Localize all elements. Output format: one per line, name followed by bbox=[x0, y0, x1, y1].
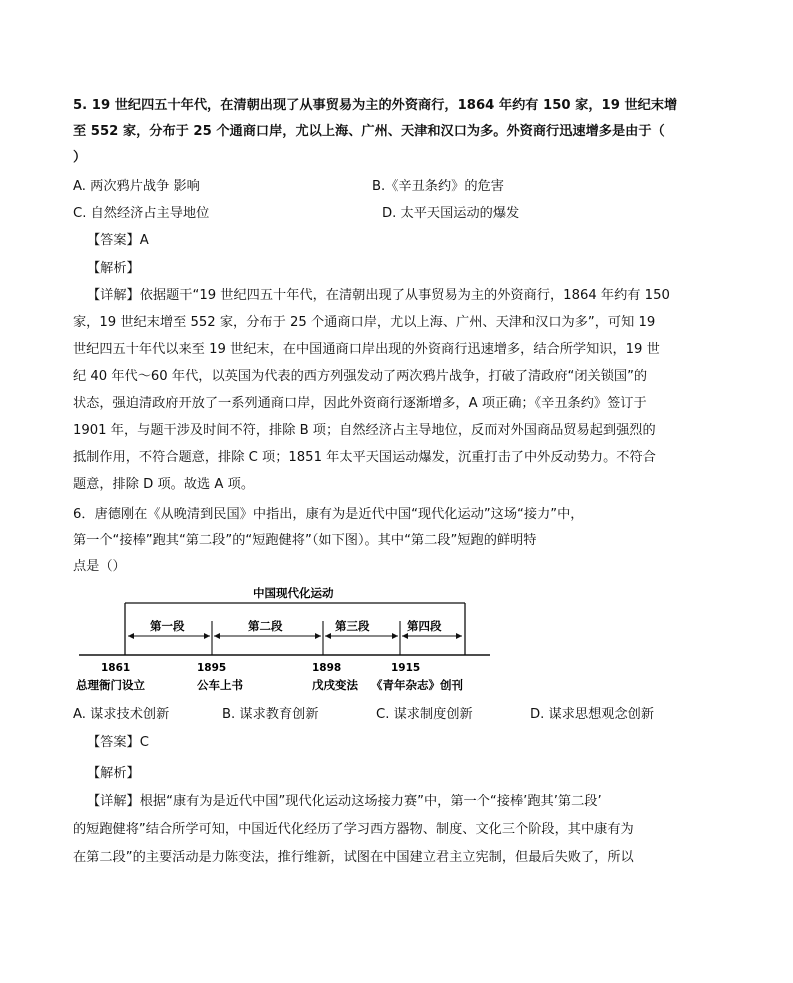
q6-stem-line-3: 点是（） bbox=[73, 559, 126, 574]
q6-option-a: A. 谋求技术创新 bbox=[73, 707, 170, 722]
year-label-1895: 1895 bbox=[197, 662, 227, 674]
q5-option-b: B.《辛丑条约》的危害 bbox=[372, 179, 504, 194]
q6-analysis-label: 【解析】 bbox=[87, 766, 140, 781]
q5-analysis-label: 【解析】 bbox=[87, 261, 140, 276]
q6-stem-line-1: 6．唐德刚在《从晚清到民国》中指出，康有为是近代中国“现代化运动”这场“接力”中， bbox=[73, 507, 584, 522]
segment-label-2: 第二段 bbox=[248, 619, 283, 633]
event-label: 公车上书 bbox=[197, 678, 243, 692]
segment-label-3: 第三段 bbox=[335, 619, 370, 633]
q5-answer: 【答案】A bbox=[87, 233, 149, 248]
event-label: 《青年杂志》创刊 bbox=[371, 678, 463, 692]
q5-stem-line-1: 5. 19 世纪四五十年代，在清朝出现了从事贸易为主的外资商行，1864 年约有 150 家，19 世纪末增 bbox=[73, 98, 678, 113]
event-label: 戊戌变法 bbox=[312, 678, 358, 692]
year-label-1915: 1915 bbox=[391, 662, 421, 674]
segment-label-4: 第四段 bbox=[407, 619, 442, 633]
segment-label-1: 第一段 bbox=[150, 619, 185, 633]
q6-stem-line-2: 第一个“接棒”跑其“第二段”的“短跑健将”（如下图）。其中“第二段”短跑的鲜明特 bbox=[73, 533, 537, 548]
q5-stem-line-3: ） bbox=[73, 150, 87, 165]
q5-option-a: A. 两次鸦片战争 影响 bbox=[73, 179, 200, 194]
q5-option-d: D. 太平天国运动的爆发 bbox=[382, 206, 520, 221]
q6-option-d: D. 谋求思想观念创新 bbox=[530, 707, 655, 722]
modernization-timeline bbox=[73, 583, 498, 693]
year-label-1898: 1898 bbox=[312, 662, 342, 674]
q5-detail-line: 纪 40 年代～60 年代，以英国为代表的西方列强发动了两次鸦片战争，打破了清政府“闭关锁国”的 bbox=[73, 369, 648, 384]
q6-option-c: C. 谋求制度创新 bbox=[376, 707, 473, 722]
event-label: 总理衙门设立 bbox=[76, 678, 145, 692]
q6-answer: 【答案】C bbox=[87, 735, 149, 750]
q5-detail-line: 状态，强迫清政府开放了一系列通商口岸，因此外资商行逐渐增多，A 项正确；《辛丑条约》签订于 bbox=[73, 396, 647, 411]
q6-detail-line: 的短跑健将”结合所学可知，中国近代化经历了学习西方器物、制度、文化三个阶段，其中康有为 bbox=[73, 822, 634, 837]
q5-detail-line: 【详解】依据题干“19 世纪四五十年代，在清朝出现了从事贸易为主的外资商行，1864 年约有 150 bbox=[87, 288, 670, 303]
q6-detail-line: 在第二段”的主要活动是力陈变法，推行维新，试图在中国建立君主立宪制，但最后失败了，所以 bbox=[73, 850, 634, 865]
q5-detail-line: 抵制作用，不符合题意，排除 C 项；1851 年太平天国运动爆发，沉重打击了中外反动势力。不符合 bbox=[73, 450, 656, 465]
q5-option-c: C. 自然经济占主导地位 bbox=[73, 206, 210, 221]
year-label-1861: 1861 bbox=[101, 662, 131, 674]
q6-option-b: B. 谋求教育创新 bbox=[222, 707, 319, 722]
q5-detail-line: 题意，排除 D 项。故选 A 项。 bbox=[73, 477, 255, 492]
timeline-title: 中国现代化运动 bbox=[253, 586, 334, 600]
q5-detail-line: 家，19 世纪末增至 552 家，分布于 25 个通商口岸，尤以上海、广州、天津和汉口为多”，可知 19 bbox=[73, 315, 656, 330]
q5-detail-line: 1901 年，与题干涉及时间不符，排除 B 项；自然经济占主导地位，反而对外国商品贸易起到强烈的 bbox=[73, 423, 656, 438]
q6-detail-line: 【详解】根据“康有为是近代中国”现代化运动这场接力赛”中，第一个“接棒’跑其’第二段’ bbox=[87, 794, 602, 809]
q5-stem-line-2: 至 552 家，分布于 25 个通商口岸，尤以上海、广州、天津和汉口为多。外资商行迅速增多是由于（ bbox=[73, 124, 665, 139]
q5-detail-line: 世纪四五十年代以来至 19 世纪末，在中国通商口岸出现的外资商行迅速增多，结合所学知识，19 世 bbox=[73, 342, 660, 357]
